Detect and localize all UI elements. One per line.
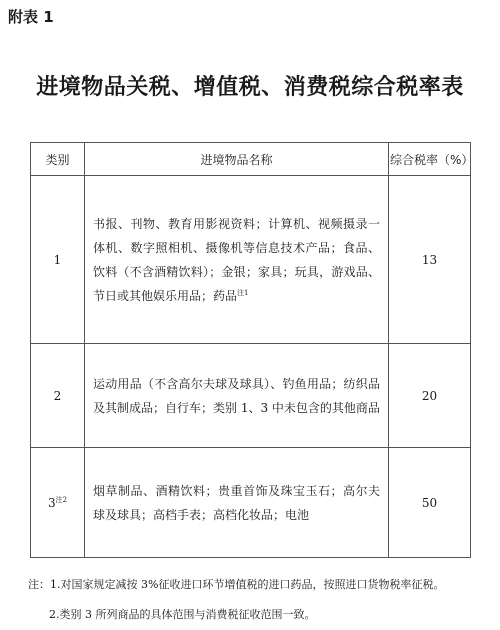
table-row [31, 448, 471, 558]
appendix-label: 附表 1 [8, 8, 54, 26]
items-cell [85, 344, 389, 448]
header-category: 类别 [31, 143, 85, 176]
footnotes [28, 570, 478, 630]
table-header-row [31, 143, 471, 176]
rate-cell: 50 [389, 448, 471, 558]
category-number: 3 [47, 495, 56, 510]
items-text: 运动用品（不含高尔夫球及球具）、钓鱼用品；纺织品及其制成品；自行车；类别 1、3 中未包含的其他商品 [93, 376, 380, 415]
rate-cell: 20 [389, 344, 471, 448]
header-item-name: 进境物品名称 [85, 143, 389, 176]
footnote-1: 注：1.对国家规定减按 3%征收进口环节增值税的进口药品，按照进口货物税率征税。 [28, 578, 445, 591]
footnote-2: 2.类别 3 所列商品的具体范围与消费税征收范围一致。 [49, 608, 316, 621]
page-title: 进境物品关税、增值税、消费税综合税率表 [36, 75, 464, 100]
category-cell [31, 176, 85, 344]
rate-cell: 13 [389, 176, 471, 344]
table-row [31, 176, 471, 344]
category-cell [31, 448, 85, 558]
category-cell [31, 344, 85, 448]
table-row [31, 344, 471, 448]
category-number: 2 [53, 388, 62, 403]
items-text: 书报、刊物、教育用影视资料；计算机、视频摄录一体机、数字照相机、摄像机等信息技术产品；食品、饮料（不含酒精饮料）；金银；家具；玩具，游戏品、节日或其他娱乐用品；药品 [93, 216, 380, 303]
category-number: 1 [53, 252, 62, 267]
header-rate: 综合税率（%） [389, 143, 471, 176]
footnote-mark: 注2 [55, 495, 68, 504]
items-cell [85, 176, 389, 344]
tax-rate-table [30, 142, 474, 558]
items-cell [85, 448, 389, 558]
items-text: 烟草制品、酒精饮料；贵重首饰及珠宝玉石；高尔夫球及球具；高档手表；高档化妆品；电池 [93, 483, 380, 522]
footnote-mark: 注1 [237, 288, 249, 297]
